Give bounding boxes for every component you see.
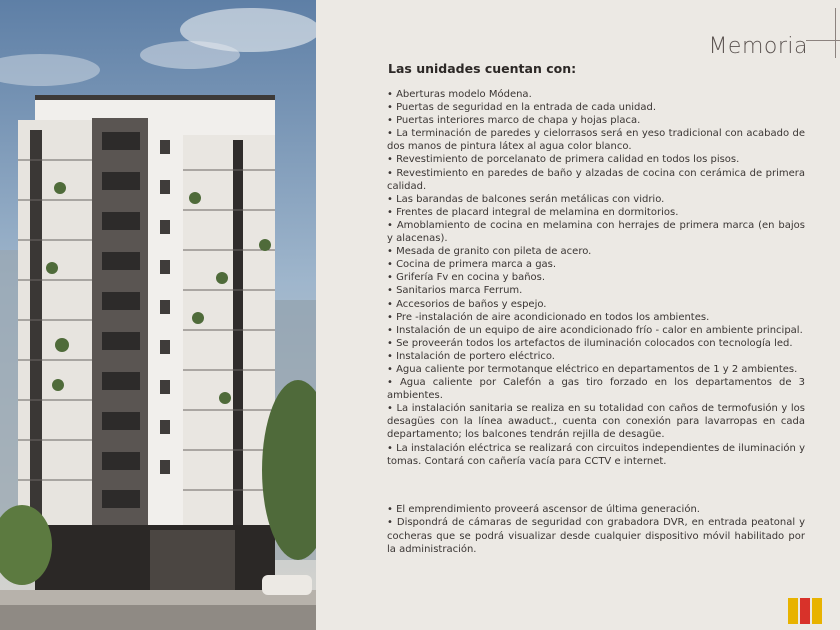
- list-item: • Instalación de portero eléctrico.: [387, 350, 555, 362]
- list-item: • Agua caliente por termotanque eléctrico en departamentos de 1 y 2 ambientes.: [387, 363, 798, 375]
- list-item: • La terminación de paredes y cielorrasos será en yeso tradicional con acabado de dos manos de pintura látex al agua color blanco.: [387, 128, 805, 153]
- logo-bar-left: [788, 598, 798, 624]
- list-item: • Revestimiento de porcelanato de primera calidad en todos los pisos.: [387, 154, 740, 166]
- logo-bar-right: [812, 598, 822, 624]
- list-item: • Accesorios de baños y espejo.: [387, 298, 547, 310]
- list-item: • Dispondrá de cámaras de seguridad con grabadora DVR, en entrada peatonal y cocheras que se podrá visualizar desde cualquier dispositivo móvil habilitado por la administración.: [387, 517, 805, 556]
- extras-list: [387, 503, 805, 557]
- list-item: • Las barandas de balcones serán metálicas con vidrio.: [387, 193, 665, 205]
- list-item: • Frentes de placard integral de melamina en dormitorios.: [387, 206, 679, 218]
- title-decor-horizontal-line: [806, 40, 840, 41]
- list-item: • Puertas interiores marco de chapa y hojas placa.: [387, 115, 641, 127]
- list-item: • El emprendimiento proveerá ascensor de última generación.: [387, 504, 700, 515]
- section-heading: Las unidades cuentan con:: [388, 61, 577, 76]
- list-item: • Grifería Fv en cocina y baños.: [387, 272, 546, 284]
- list-item: • Puertas de seguridad en la entrada de cada unidad.: [387, 102, 657, 114]
- list-item: • Cocina de primera marca a gas.: [387, 259, 557, 271]
- list-item: • Mesada de granito con pileta de acero.: [387, 246, 592, 258]
- brand-logo: [786, 598, 822, 624]
- list-item: • Pre -instalación de aire acondicionado en todos los ambientes.: [387, 311, 710, 323]
- building-rendering: [0, 0, 316, 630]
- list-item: • Agua caliente por Calefón a gas tiro forzado en los departamentos de 3 ambientes.: [387, 377, 805, 402]
- features-list: [387, 88, 805, 468]
- list-item: • Aberturas modelo Módena.: [387, 89, 532, 100]
- logo-bar-middle: [800, 598, 810, 624]
- list-item: • Revestimiento en paredes de baño y alzadas de cocina con cerámica de primera calidad.: [387, 167, 805, 192]
- page-title: Memoria: [708, 34, 808, 59]
- list-item: • Instalación de un equipo de aire acondicionado frío - calor en ambiente principal.: [387, 324, 803, 336]
- list-item: • La instalación eléctrica se realizará con circuitos independientes de iluminación y tomas. Contará con cañería vacía para CCTV e internet.: [387, 442, 805, 467]
- list-item: • Amoblamiento de cocina en melamina con herrajes de primera marca (en bajos y alacenas).: [387, 219, 805, 245]
- memoria-panel: [316, 0, 840, 630]
- list-item: • Se proveerán todos los artefactos de iluminación colocados con tecnología led.: [387, 337, 793, 349]
- list-item: • La instalación sanitaria se realiza en su totalidad con caños de termofusión y los desagües con la línea awaduct., cuenta con conexión para lavarropas en cada departamento; los balcones tendrán rejilla de desagüe.: [387, 403, 805, 441]
- title-decor-vertical-line: [835, 8, 836, 58]
- list-item: • Sanitarios marca Ferrum.: [387, 285, 523, 297]
- building-illustration: [0, 0, 316, 630]
